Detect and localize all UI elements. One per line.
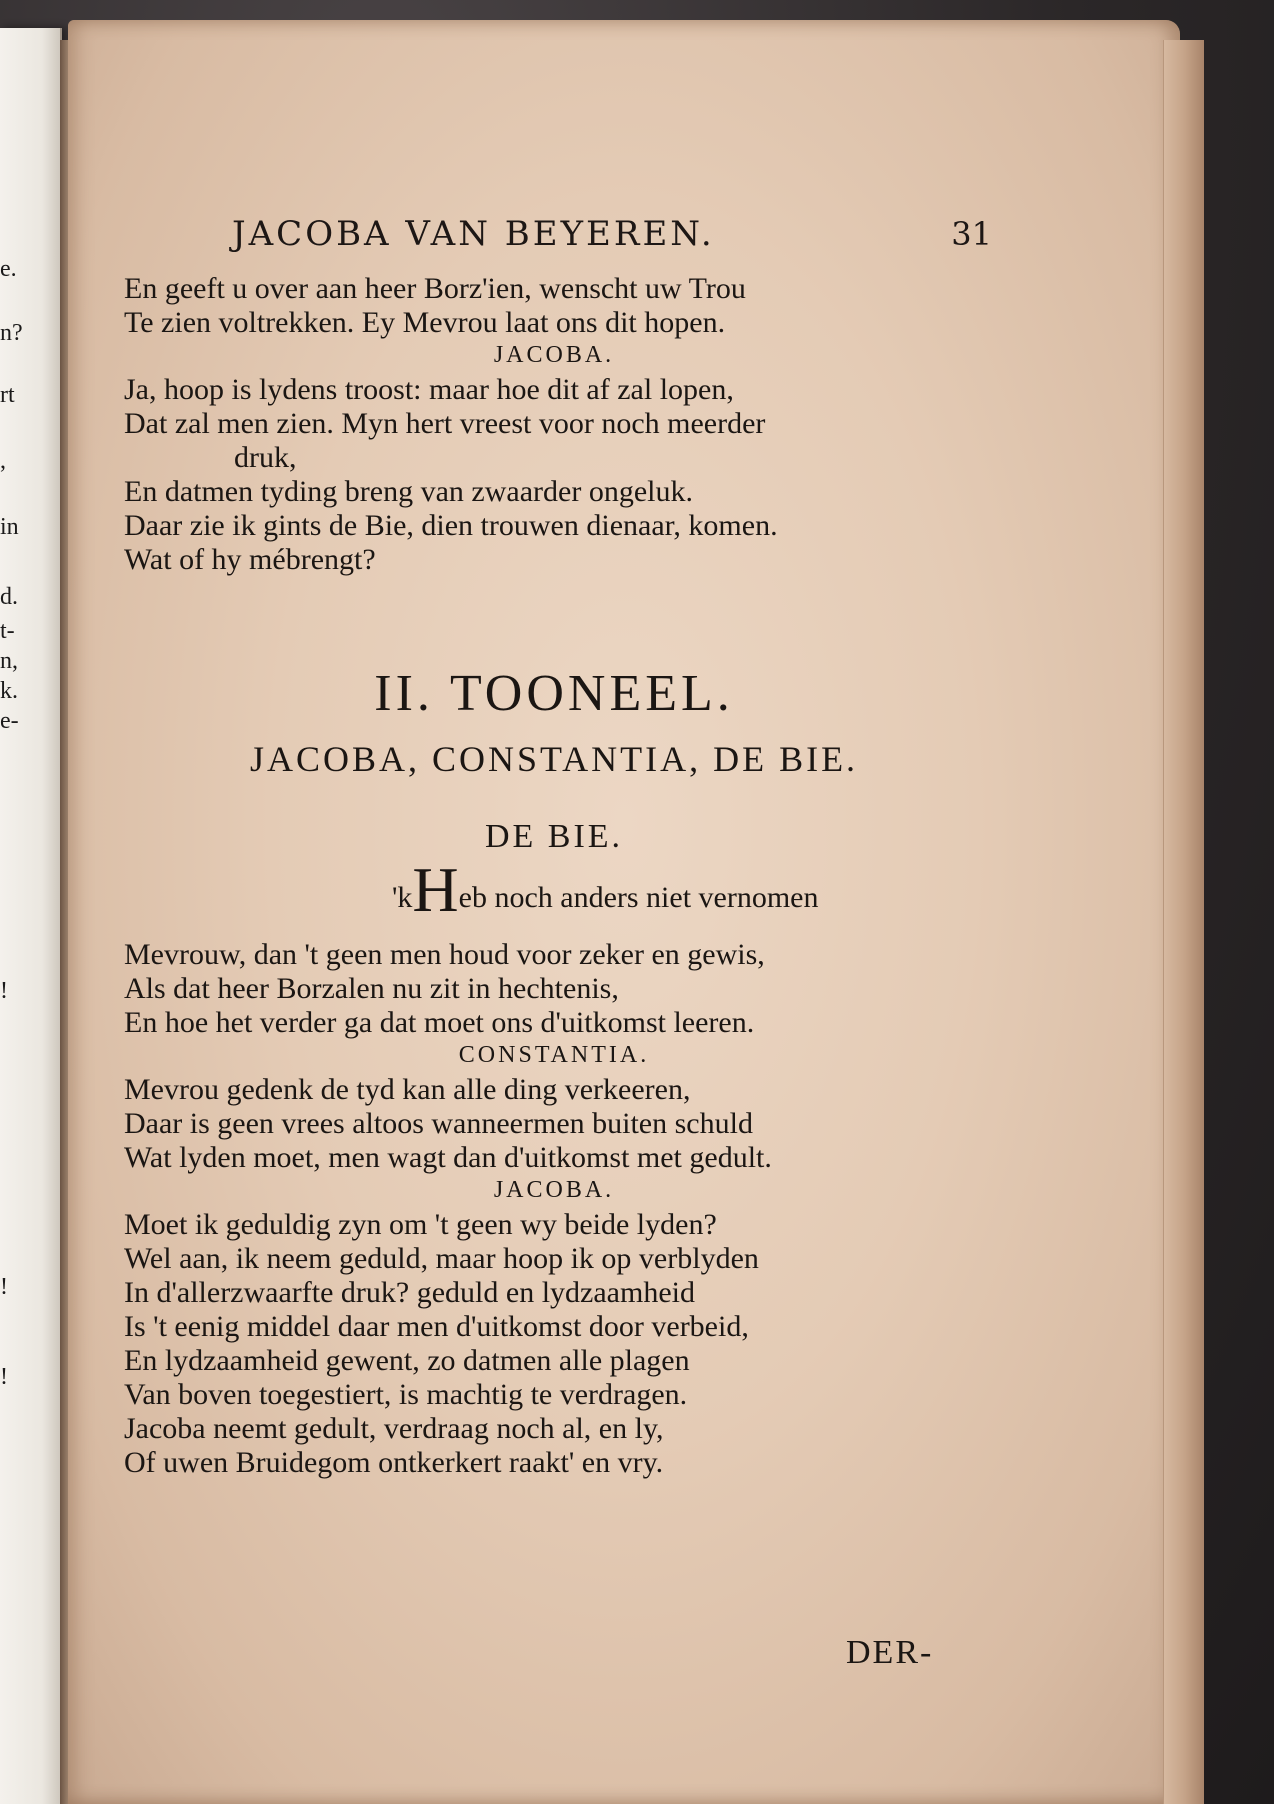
dropcap-letter: H [412, 854, 459, 925]
verse-line: Jacoba neemt gedult, verdraag noch al, en ly, [124, 1412, 664, 1445]
speaker-label: DE BIE. [484, 818, 624, 855]
verse-line: Als dat heer Borzalen nu zit in hechtenis, [124, 972, 619, 1005]
verse-line: Van boven toegestiert, is machtig te verdragen. [124, 1378, 688, 1411]
verse-line: En geeft u over aan heer Borz'ien, wenscht uw Trou [124, 272, 746, 305]
verse-line: En datmen tyding breng van zwaarder ongeluk. [124, 475, 693, 508]
dropcap-line [124, 854, 1252, 925]
verse-line: Ja, hoop is lydens troost: maar hoe dit af zal lopen, [124, 373, 734, 406]
page-edges [1163, 40, 1204, 1804]
verse-line: En hoe het verder ga dat moet ons d'uitkomst leeren. [124, 1006, 755, 1039]
verse-block-de-bie [124, 938, 984, 1480]
scene-cast-list: JACOBA, CONSTANTIA, DE BIE. [249, 739, 859, 779]
verse-line: Mevrou gedenk de tyd kan alle ding verkeeren, [124, 1073, 691, 1106]
running-head-title: JACOBA VAN BEYEREN. [232, 214, 715, 254]
verse-line: Of uwen Bruidegom ontkerkert raakt' en vry. [124, 1446, 664, 1479]
verse-line: In d'allerzwaarfte druk? geduld en lydzaamheid [124, 1276, 695, 1309]
dropcap-prefix: 'k [392, 881, 413, 914]
facing-page-fragment: e- [0, 708, 19, 734]
verse-line: Wel aan, ik neem geduld, maar hoop ik op verblyden [124, 1242, 759, 1275]
verse-line: Mevrouw, dan 't geen men houd voor zeker en gewis, [124, 938, 765, 971]
verse-line: En lydzaamheid gewent, zo datmen alle plagen [124, 1344, 690, 1377]
catchword: DER- [846, 1634, 934, 1671]
facing-page-fragment: d. [0, 584, 18, 610]
facing-page-fragment: t- [0, 618, 15, 644]
verse-line: Wat lyden moet, men wagt dan d'uitkomst met gedult. [124, 1141, 772, 1174]
speaker-label: JACOBA. [493, 342, 615, 368]
page-number: 31 [951, 215, 992, 253]
facing-page-fragment: ! [0, 1274, 8, 1300]
verse-line: Daar zie ik gints de Bie, dien trouwen dienaar, komen. [124, 509, 778, 542]
dropcap-line-rest: eb noch anders niet vernomen [458, 881, 819, 914]
verse-line: druk, [234, 441, 297, 474]
facing-page [0, 28, 62, 1804]
running-head [232, 214, 992, 254]
facing-page-fragment: ! [0, 1364, 8, 1390]
verse-line: Daar is geen vrees altoos wanneermen buiten schuld [124, 1107, 753, 1140]
verse-line: Wat of hy mébrengt? [124, 543, 376, 576]
verse-line: Moet ik geduldig zyn om 't geen wy beide lyden? [124, 1208, 717, 1241]
speaker-label: CONSTANTIA. [458, 1042, 650, 1068]
facing-page-fragment: in [0, 514, 19, 540]
verse-line: Dat zal men zien. Myn hert vreest voor noch meerder [124, 407, 766, 440]
verse-line: Te zien voltrekken. Ey Mevrou laat ons dit hopen. [124, 306, 726, 339]
verse-block-opening [124, 272, 984, 577]
facing-page-fragment: e. [0, 256, 17, 282]
speaker-label: JACOBA. [493, 1177, 615, 1203]
facing-page-fragment: n? [0, 320, 23, 346]
facing-page-fragment: rt [0, 382, 15, 408]
scene-heading: II. TOONEEL. [374, 665, 734, 722]
facing-page-fragment: ! [0, 978, 8, 1004]
verse-line: Is 't eenig middel daar men d'uitkomst door verbeid, [124, 1310, 749, 1343]
facing-page-fragment: , [0, 448, 6, 474]
facing-page-fragment: n, [0, 648, 18, 674]
facing-page-fragment: k. [0, 678, 18, 704]
